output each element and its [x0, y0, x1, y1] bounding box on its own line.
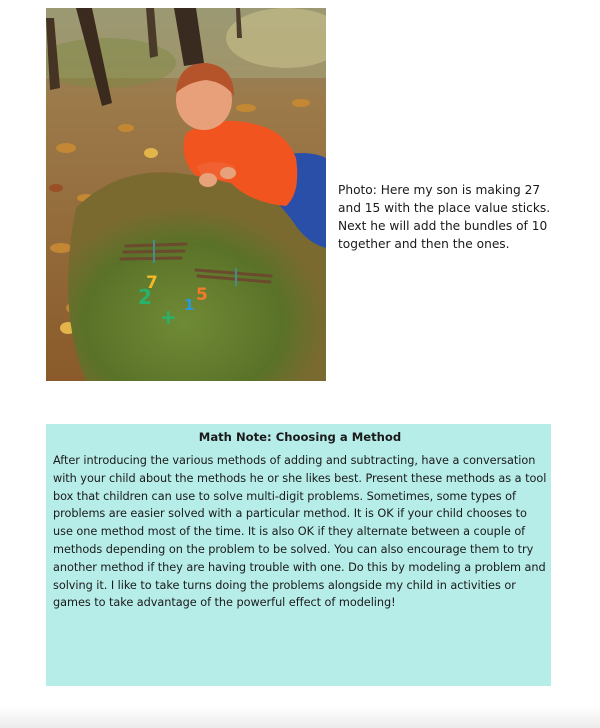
svg-text:1: 1	[184, 296, 195, 314]
math-note-body: After introducing the various methods of adding and subtracting, have a conversation with your child about the methods he or she likes best. Present these methods as a tool box that children can use to solve multi-digit problems. Sometimes, some types of problems are easier solved with a particular method. It is OK if your child chooses to use one method most of the time. It is also OK if they alternate between a couple of methods depending on the problem to be solved. You can also encourage them to try another method if they are having trouble with one. Do this by modeling a problem and solving it. I like to take turns doing the problems alongside my child in activities or games to take advantage of the powerful effect of modeling!	[53, 454, 547, 610]
math-note-box	[46, 424, 551, 686]
svg-text:7: 7	[146, 273, 158, 293]
svg-text:2: 2	[138, 285, 152, 309]
math-note-title: Math Note: Choosing a Method	[198, 430, 402, 444]
forest-photo	[46, 8, 326, 381]
svg-text:+: +	[160, 305, 177, 329]
svg-text:5: 5	[196, 285, 208, 305]
page-bottom-edge	[0, 706, 600, 728]
photo-caption: Photo: Here my son is making 27 and 15 with the place value sticks. Next he will add the bundles of 10 together and then the ones.	[338, 183, 551, 251]
